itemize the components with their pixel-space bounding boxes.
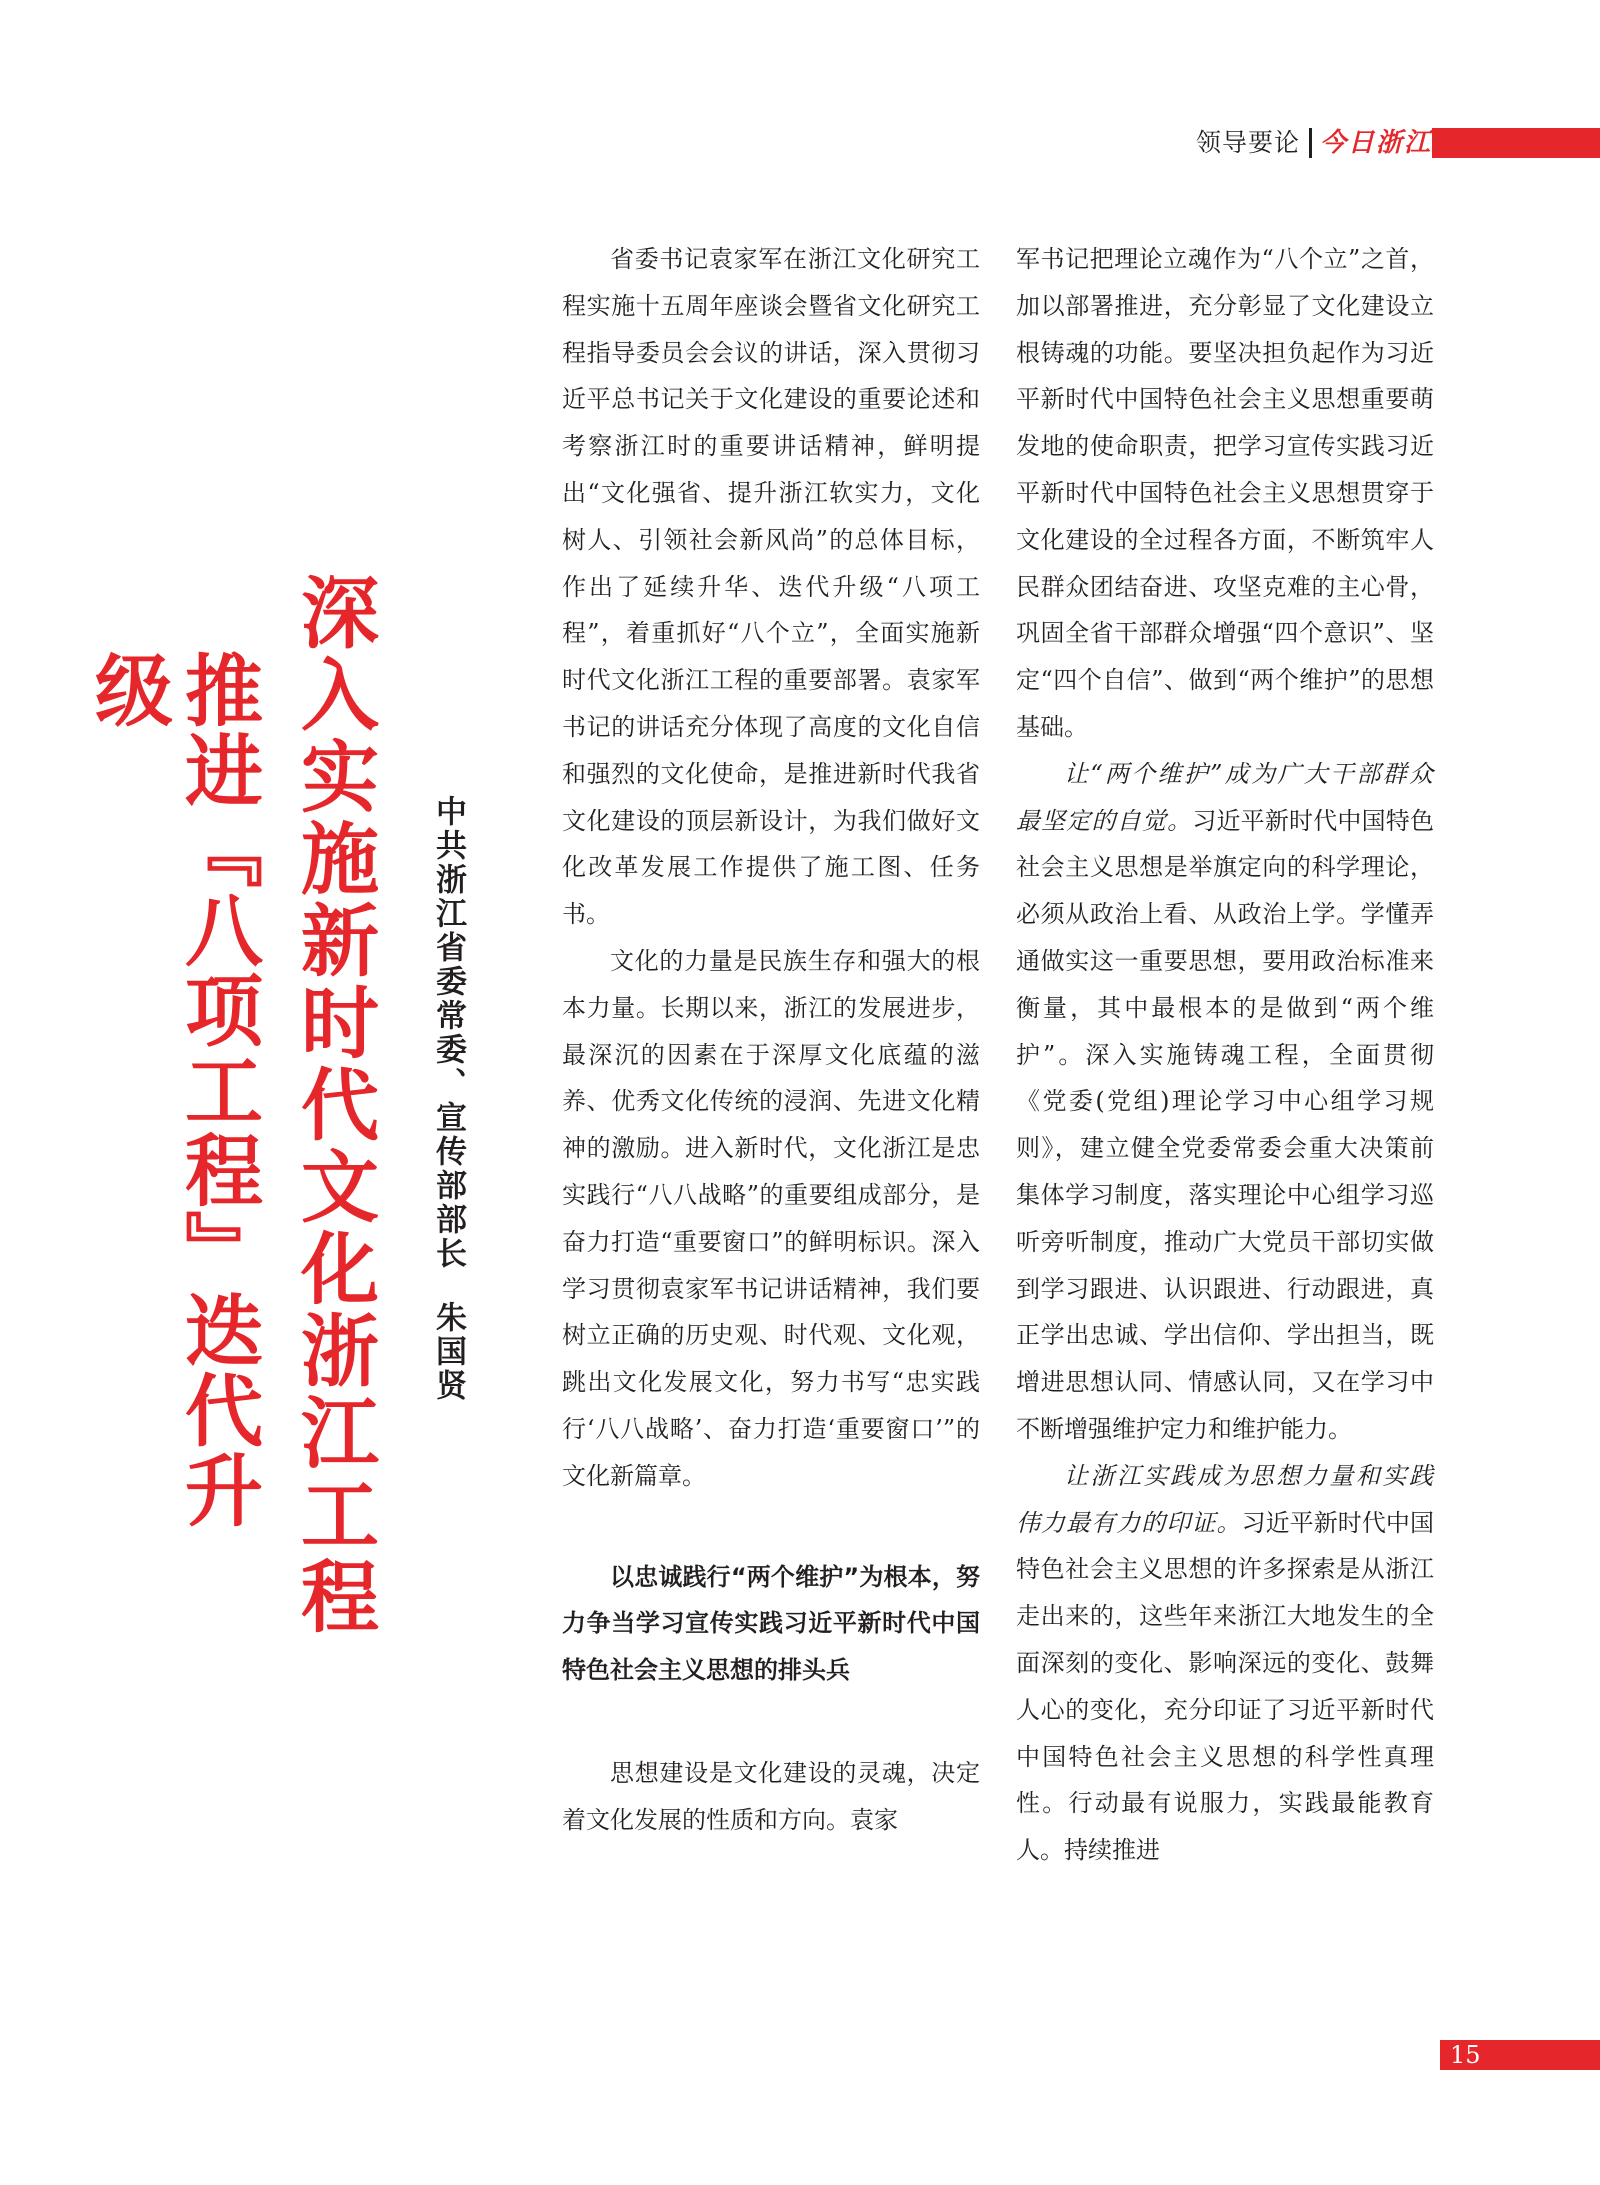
section-label: 领导要论 — [1196, 128, 1301, 157]
author-byline — [428, 795, 468, 1403]
paragraph — [1016, 1453, 1434, 1874]
header-divider — [1309, 128, 1312, 158]
paragraph-lead: 让“两个维护”成为广大干部群众最坚定的自觉。 — [1016, 759, 1434, 835]
author-position: 中共浙江省委常委、宣传部部长 — [430, 795, 466, 1271]
paragraph-text: 习近平新时代中国特色社会主义思想的许多探索是从浙江走出来的，这些年来浙江大地发生的全面深刻的变化、影响深远的变化、鼓舞人心的变化，充分印证了习近平新时代中国特色社会主义思想的科学性真理性。行动最有说服力，实践最能教育人。持续推进 — [1016, 1508, 1434, 1865]
paragraph: 省委书记袁家军在浙江文化研究工程实施十五周年座谈会暨省文化研究工程指导委员会会议的讲话，深入贯彻习近平总书记关于文化建设的重要论述和考察浙江时的重要讲话精神，鲜明提出“文化强省、提升浙江软实力，文化树人、引领社会新风尚”的总体目标，作出了延续升华、迭代升级“八项工程”，着重抓好“八个立”，全面实施新时代文化浙江工程的重要部署。袁家军书记的讲话充分体现了高度的文化自信和强烈的文化使命，是推进新时代我省文化建设的顶层新设计，为我们做好文化改革发展工作提供了施工图、任务书。 — [562, 245, 980, 929]
paragraph: 思想建设是文化建设的灵魂，决定着文化发展的性质和方向。袁家 — [562, 1758, 980, 1834]
magazine-logo: 今日浙江 — [1320, 128, 1433, 158]
text-column-right — [1016, 236, 1434, 1874]
page-number-bar — [1440, 2040, 1600, 2070]
page-header — [1196, 126, 1600, 160]
article-subtitle: 推进『八项工程』迭代升级 — [82, 650, 262, 1530]
paragraph: 军书记把理论立魂作为“八个立”之首，加以部署推进，充分彰显了文化建设立根铸魂的功能。要坚决担负起作为习近平新时代中国特色社会主义思想重要萌发地的使命职责，把学习宣传实践习近平新时代中国特色社会主义思想贯穿于文化建设的全过程各方面，不断筑牢人民群众团结奋进、攻坚克难的主心骨，巩固全省干部群众增强“四个意识”、坚定“四个自信”、做到“两个维护”的思想基础。 — [1016, 245, 1434, 741]
header-red-bar — [1432, 128, 1600, 158]
author-name: 朱国贤 — [430, 1301, 466, 1403]
paragraph — [1016, 751, 1434, 1453]
paragraph-text: 习近平新时代中国特色社会主义思想是举旗定向的科学理论，必须从政治上看、从政治上学。学懂弄通做实这一重要思想，要用政治标准来衡量，其中最根本的是做到“两个维护”。深入实施铸魂工程，全面贯彻《党委(党组)理论学习中心组学习规则》，建立健全党委常委会重大决策前集体学习制度，落实理论中心组学习巡听旁听制度，推动广大党员干部切实做到学习跟进、认识跟进、行动跟进，真正学出忠诚、学出信仰、学出担当，既增进思想认同、情感认同，又在学习中不断增强维护定力和维护能力。 — [1016, 806, 1434, 1443]
section-heading: 以忠诚践行“两个维护”为根本，努力争当学习宣传实践习近平新时代中国特色社会主义思想的排头兵 — [562, 1562, 980, 1685]
paragraph: 文化的力量是民族生存和强大的根本力量。长期以来，浙江的发展进步，最深沉的因素在于深厚文化底蕴的滋养、优秀文化传统的浸润、先进文化精神的激励。进入新时代，文化浙江是忠实践行“八八战略”的重要组成部分，是奋力打造“重要窗口”的鲜明标识。深入学习贯彻袁家军书记讲话精神，我们要树立正确的历史观、时代观、文化观，跳出文化发展文化，努力书写“忠实践行‘八八战略’、奋力打造‘重要窗口’”的文化新篇章。 — [562, 946, 980, 1490]
article-title: 深入实施新时代文化浙江工程 — [288, 572, 378, 1638]
paragraph-lead: 让浙江实践成为思想力量和实践伟力最有力的印证。 — [1016, 1461, 1434, 1537]
text-column-left — [562, 236, 980, 1844]
page-number: 15 — [1450, 2041, 1481, 2069]
